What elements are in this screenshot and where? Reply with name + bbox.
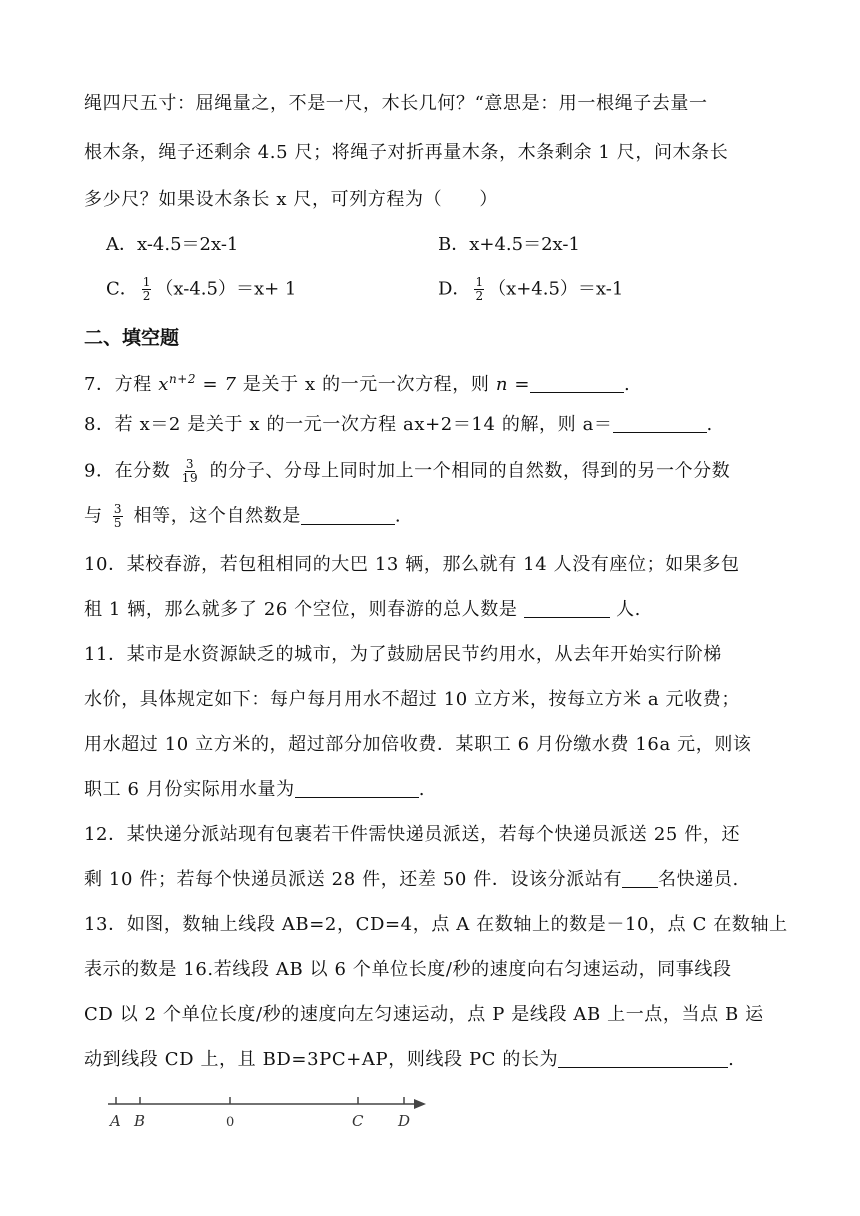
equation: $x^{n+2} = 7$: [158, 372, 237, 395]
option-b: B．x+4.5＝2x-1: [438, 234, 580, 255]
label-b: B: [134, 1112, 146, 1130]
fraction-3-5: $\frac{3}{5}$: [113, 502, 123, 530]
q11-line-1: 11．某市是水资源缺乏的城市，为了鼓励居民节约用水，从去年开始实行阶梯: [84, 644, 722, 665]
option-a: A．x-4.5＝2x-1: [106, 234, 239, 255]
answer-blank[interactable]: [295, 779, 419, 798]
q9-line-1: 9．在分数 $\frac{3}{19}$ 的分子、分母上同时加上一个相同的自然数，得到的另一个分数: [84, 457, 731, 485]
answer-blank[interactable]: [558, 1049, 728, 1068]
q13-line-4: 动到线段 CD 上，且 BD=3PC+AP，则线段 PC 的长为 .: [84, 1049, 735, 1070]
fraction-half: $\frac{1}{2}$: [475, 275, 484, 303]
option-c-text: （x-4.5）＝x+ 1: [155, 278, 297, 300]
q6-line-2: 根木条，绳子还剩余 4.5 尺；将绳子对折再量木条，木条剩余 1 尺，问木条长: [84, 142, 729, 163]
answer-blank[interactable]: [524, 599, 610, 618]
q6-line-3: 多少尺？如果设木条长 x 尺，可列方程为（ ）: [84, 189, 498, 210]
q9-line-2: 与 $\frac{3}{5}$ 相等，这个自然数是 .: [84, 502, 402, 530]
answer-blank[interactable]: [301, 506, 395, 525]
fraction-half: $\frac{1}{2}$: [142, 275, 151, 303]
q13-line-1: 13．如图，数轴上线段 AB=2，CD=4，点 A 在数轴上的数是－10，点 C 在数轴上: [84, 914, 788, 935]
label-zero: 0: [226, 1115, 235, 1130]
answer-blank[interactable]: [622, 869, 658, 888]
q6-line-1: 绳四尺五寸：屈绳量之，不是一尺，木长几何？“意思是：用一根绳子去量一: [84, 93, 708, 114]
option-d-label: D．: [438, 278, 471, 300]
q13-line-3: CD 以 2 个单位长度/秒的速度向左匀速运动，点 P 是线段 AB 上一点，当点 B 运: [84, 1004, 764, 1025]
section-title: 二、填空题: [84, 327, 180, 349]
q12-line-2: 剩 10 件；若每个快递员派送 28 件，还差 50 件．设该分派站有 名快递员.: [84, 869, 739, 890]
q7: 7．方程 $x^{n+2} = 7$ 是关于 x 的一元一次方程，则 n = .: [84, 372, 631, 395]
label-a: A: [110, 1112, 121, 1130]
q10-line-2: 租 1 辆，那么就多了 26 个空位，则春游的总人数是 人.: [84, 599, 642, 620]
fraction-3-19: $\frac{3}{19}$: [181, 457, 199, 485]
answer-blank[interactable]: [613, 414, 707, 433]
option-c-label: C．: [106, 278, 138, 300]
q11-line-2: 水价，具体规定如下：每户每月用水不超过 10 立方米，按每立方米 a 元收费；: [84, 689, 740, 710]
option-c: [106, 276, 296, 303]
q11-line-4: 职工 6 月份实际用水量为 .: [84, 779, 426, 800]
label-c: C: [352, 1112, 364, 1130]
q11-line-3: 用水超过 10 立方米的，超过部分加倍收费．某职工 6 月份缴水费 16a 元，则该: [84, 734, 752, 755]
q13-line-2: 表示的数是 16.若线段 AB 以 6 个单位长度/秒的速度向右匀速运动，同事线段: [84, 959, 732, 980]
option-d: [438, 276, 623, 303]
q12-line-1: 12．某快递分派站现有包裹若干件需快递员派送，若每个快递员派送 25 件，还: [84, 824, 741, 845]
label-d: D: [398, 1112, 411, 1130]
q10-line-1: 10．某校春游，若包租相同的大巴 13 辆，那么就有 14 人没有座位；如果多包: [84, 554, 740, 575]
option-d-text: （x+4.5）＝x-1: [488, 278, 624, 300]
answer-blank[interactable]: [530, 374, 624, 393]
axis-arrow-icon: [414, 1099, 426, 1109]
number-line-figure: [100, 1080, 440, 1140]
q8: 8．若 x＝2 是关于 x 的一元一次方程 ax+2＝14 的解，则 a＝ .: [84, 414, 713, 435]
